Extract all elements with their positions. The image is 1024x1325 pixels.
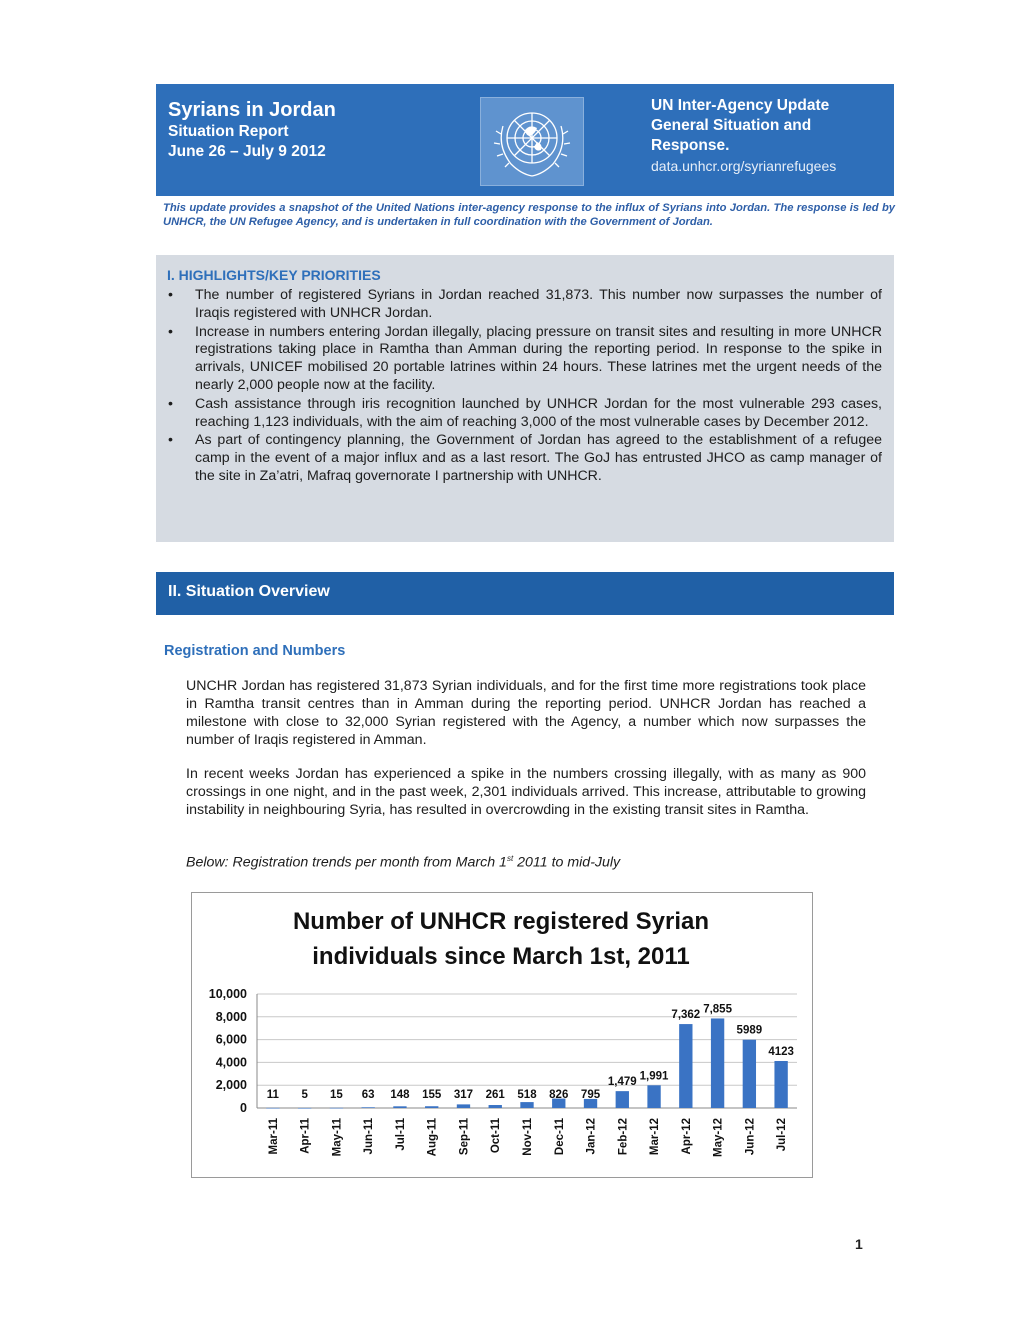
highlights-list bbox=[168, 287, 882, 487]
chart-bar bbox=[647, 1085, 660, 1108]
chart-bar bbox=[679, 1024, 692, 1108]
x-tick-label: Nov-11 bbox=[522, 1118, 534, 1156]
un-emblem-icon bbox=[480, 97, 584, 186]
registration-paragraph-2: In recent weeks Jordan has experienced a spike in the numbers crossing illegally, with as many as 900 crossings in one night, and in the past week, 2,301 individuals arrived. This increase, attributable to growing instability in neighbouring Syria, has resulted in overcrowding in the existing transit sites in Ramtha. bbox=[186, 766, 866, 818]
highlight-item: • As part of contingency planning, the Government of Jordan has agreed to the establishment of a refugee camp in the event of a major influx and as a last resort. The GoJ has entrusted JHCO as camp manager of the site in Za’atri, Mafraq governorate I partnership with UNHCR. bbox=[168, 432, 882, 485]
chart-bar bbox=[520, 1102, 533, 1108]
registration-paragraph-1: UNCHR Jordan has registered 31,873 Syrian individuals, and for the first time more registrations took place in Ramtha transit centres than in Amman during the reporting period. UNHCR Jordan has reached a milestone with close to 32,000 Syrian registered with the Agency, a number which now surpasses the number of Iraqis registered in Amman. bbox=[186, 678, 866, 748]
highlight-item: • The number of registered Syrians in Jordan reached 31,873. This number now surpasses the number of Iraqis registered with UNHCR Jordan. bbox=[168, 287, 882, 323]
data-label: 1,991 bbox=[639, 1070, 669, 1083]
x-tick-label: May-12 bbox=[712, 1118, 725, 1157]
chart-bar bbox=[298, 1108, 311, 1109]
chart-bar bbox=[743, 1040, 756, 1108]
header-left-block bbox=[168, 98, 336, 162]
x-tick-label: Feb-12 bbox=[617, 1118, 630, 1156]
x-tick-label: Dec-11 bbox=[553, 1118, 566, 1156]
x-tick-label: Mar-12 bbox=[649, 1118, 662, 1156]
chart-bar bbox=[393, 1106, 406, 1108]
chart-bar bbox=[774, 1061, 787, 1108]
chart-bar bbox=[330, 1108, 343, 1109]
data-label: 795 bbox=[580, 1089, 601, 1101]
y-tick-label: 2,000 bbox=[215, 1078, 247, 1093]
data-portal-link[interactable]: data.unhcr.org/syrianrefugees bbox=[651, 158, 837, 174]
update-title-line1: UN Inter-Agency Update bbox=[651, 97, 830, 114]
data-label: 5 bbox=[301, 1089, 308, 1101]
chart-bar bbox=[425, 1106, 438, 1108]
chart-bar bbox=[457, 1104, 470, 1108]
x-tick-label: Jun-11 bbox=[363, 1118, 376, 1155]
x-tick-label: Jul-12 bbox=[776, 1118, 789, 1152]
x-tick-label: Apr-11 bbox=[299, 1118, 312, 1154]
chart-caption bbox=[186, 854, 620, 871]
x-tick-label: Mar-11 bbox=[267, 1118, 280, 1155]
x-tick-label: Jun-12 bbox=[744, 1118, 757, 1156]
chart-title bbox=[191, 904, 811, 974]
update-title-line2: General Situation and bbox=[651, 117, 812, 134]
data-label: 7,362 bbox=[671, 1009, 701, 1022]
caption-superscript: st bbox=[506, 854, 514, 863]
update-title-line3: Response. bbox=[651, 137, 730, 154]
x-tick-label: Sep-11 bbox=[458, 1118, 471, 1156]
data-label: 63 bbox=[361, 1089, 375, 1101]
report-dates: June 26 – July 9 2012 bbox=[168, 143, 326, 160]
data-label: 5989 bbox=[736, 1024, 763, 1037]
y-tick-label: 0 bbox=[240, 1101, 247, 1115]
chart-bar bbox=[711, 1018, 724, 1108]
data-label: 518 bbox=[517, 1089, 537, 1101]
x-tick-label: Jan-12 bbox=[585, 1118, 598, 1155]
data-label: 15 bbox=[330, 1089, 343, 1101]
caption-text: Below: Registration trends per month from March 1 bbox=[186, 854, 507, 871]
report-subtitle: Situation Report bbox=[168, 123, 289, 140]
registration-subheading: Registration and Numbers bbox=[164, 643, 346, 659]
y-tick-label: 10,000 bbox=[208, 987, 247, 1001]
registration-bar-chart bbox=[191, 980, 811, 1175]
report-title: Syrians in Jordan bbox=[168, 99, 336, 121]
data-label: 7,855 bbox=[703, 1003, 732, 1016]
highlights-heading: I. HIGHLIGHTS/KEY PRIORITIES bbox=[167, 267, 381, 283]
chart-bar bbox=[489, 1105, 502, 1108]
data-label: 11 bbox=[266, 1089, 279, 1101]
x-tick-label: Apr-12 bbox=[680, 1118, 693, 1155]
highlight-item: • Increase in numbers entering Jordan illegally, placing pressure on transit sites and resulting in more UNHCR registrations taking place in Ramtha than Amman during the reporting period. In response to the spike in arrivals, UNICEF mobilised 20 portable latrines within 24 hours. These latrines met the urgent needs of the nearly 2,000 people now at the facility. bbox=[168, 324, 882, 395]
data-label: 261 bbox=[485, 1089, 505, 1101]
data-label: 826 bbox=[549, 1089, 569, 1101]
x-tick-label: Oct-11 bbox=[490, 1118, 503, 1154]
x-tick-label: Aug-11 bbox=[426, 1118, 439, 1157]
y-tick-label: 6,000 bbox=[215, 1032, 247, 1047]
data-label: 4123 bbox=[768, 1045, 794, 1058]
intro-text: This update provides a snapshot of the United Nations inter-agency response to the influx of Syrians into Jordan. The response is led by UNHCR, the UN Refugee Agency, and is undertaken in full coordination with the Government of Jordan. bbox=[163, 202, 895, 228]
caption-text-end: 2011 to mid-July bbox=[513, 854, 621, 871]
highlight-item: • Cash assistance through iris recognition launched by UNHCR Jordan for the most vulnerable 293 cases, reaching 1,123 individuals, with the aim of reaching 3,000 of the most vulnerable cases by December 2012. bbox=[168, 396, 882, 432]
y-tick-label: 8,000 bbox=[215, 1009, 247, 1024]
chart-title-line1: Number of UNHCR registered Syrian bbox=[292, 908, 710, 935]
x-tick-label: May-11 bbox=[331, 1118, 344, 1157]
chart-bar bbox=[362, 1107, 375, 1108]
chart-bar bbox=[266, 1108, 279, 1109]
x-tick-label: Jul-11 bbox=[394, 1118, 407, 1151]
chart-bar bbox=[616, 1091, 629, 1108]
data-label: 155 bbox=[422, 1089, 442, 1101]
chart-title-line2: individuals since March 1st, 2011 bbox=[312, 943, 690, 970]
header-right-block bbox=[651, 96, 887, 176]
data-label: 148 bbox=[390, 1089, 410, 1101]
page-number: 1 bbox=[855, 1236, 863, 1252]
data-label: 1,479 bbox=[607, 1076, 637, 1089]
section-title: II. Situation Overview bbox=[168, 583, 330, 600]
data-label: 317 bbox=[453, 1089, 474, 1101]
y-tick-label: 4,000 bbox=[215, 1055, 247, 1070]
